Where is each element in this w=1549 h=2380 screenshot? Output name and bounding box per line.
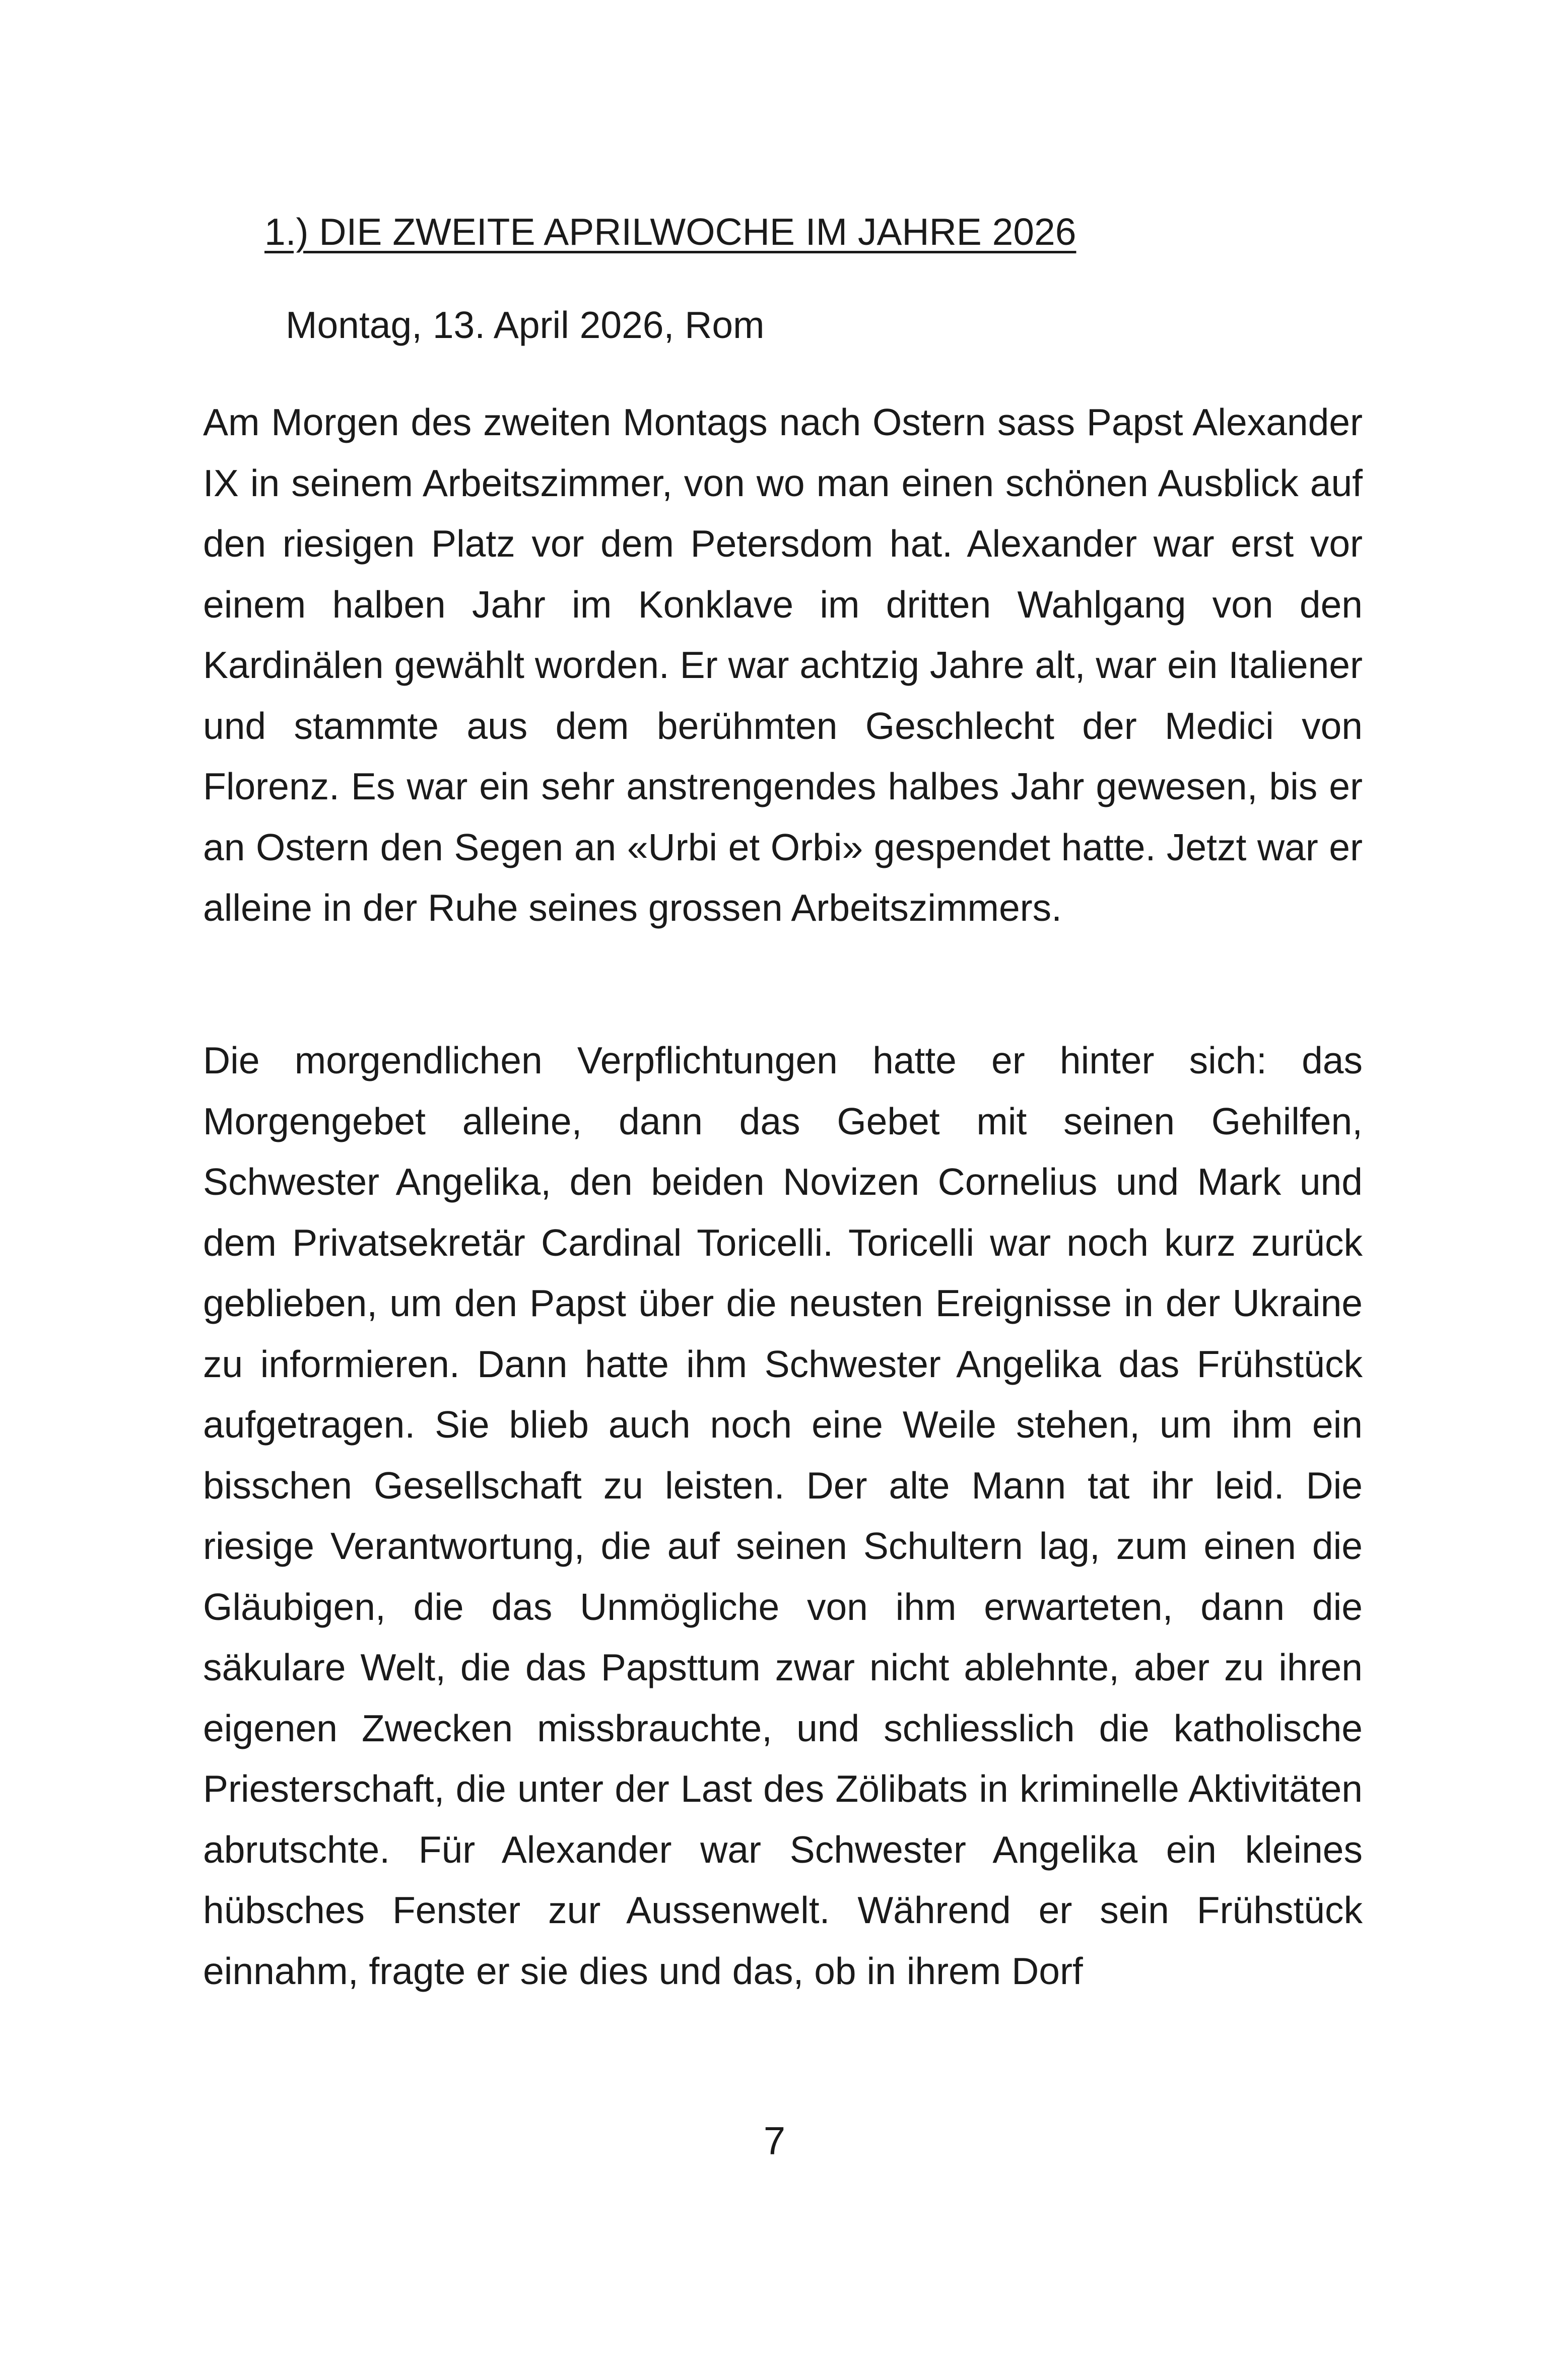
body-paragraph-2: Die morgendlichen Verpflichtungen hatte er hinter sich: das Morgengebet alleine, dann das Gebet mit seinen Gehilfen, Schwester Angelika, den beiden Novizen Cornelius und Mark und dem Privatsekretär Cardinal Toricelli. Toricelli war noch kurz zurück geblieben, um den Papst über die neusten Ereignisse in der Ukraine zu informieren. Dann hatte ihm Schwester Angelika das Frühstück aufgetragen. Sie blieb auch noch eine Weile stehen, um ihm ein bisschen Gesellschaft zu leisten. Der alte Mann tat ihr leid. Die riesige Verantwortung, die auf seinen Schultern lag, zum einen die Gläubigen, die das Unmögliche von ihm erwarteten, dann die säkulare Welt, die das Papsttum zwar nicht ablehnte, aber zu ihren eigenen Zwecken missbrauchte, und schliesslich die katholische Priesterschaft, die unter der Last des Zölibats in kriminelle Aktivitäten abrutschte. Für Alexander war Schwester Angelika ein kleines hübsches Fenster zur Aussenwelt. Während er sein Frühstück einnahm, fragte er sie dies und das, ob in ihrem Dorf — [203, 1039, 1363, 1992]
chapter-dateline: Montag, 13. April 2026, Rom — [286, 304, 765, 346]
page-number: 7 — [763, 2119, 786, 2163]
body-paragraph-1: Am Morgen des zweiten Montags nach Ostern sass Papst Alexander IX in seinem Arbeitszimmer, von wo man einen schönen Ausblick auf den riesigen Platz vor dem Petersdom hat. Alexander war erst vor einem halben Jahr im Konklave im dritten Wahlgang von den Kardinälen gewählt worden. Er war achtzig Jahre alt, war ein Italiener und stammte aus dem berühmten Geschlecht der Medici von Florenz. Es war ein sehr anstrengendes halbes Jahr gewesen, bis er an Ostern den Segen an «Urbi et Orbi» gespendet hatte. Jetzt war er alleine in der Ruhe seines grossen Arbeitszimmers. — [203, 401, 1363, 929]
chapter-heading: 1.) DIE ZWEITE APRILWOCHE IM JAHRE 2026 — [264, 211, 1076, 253]
